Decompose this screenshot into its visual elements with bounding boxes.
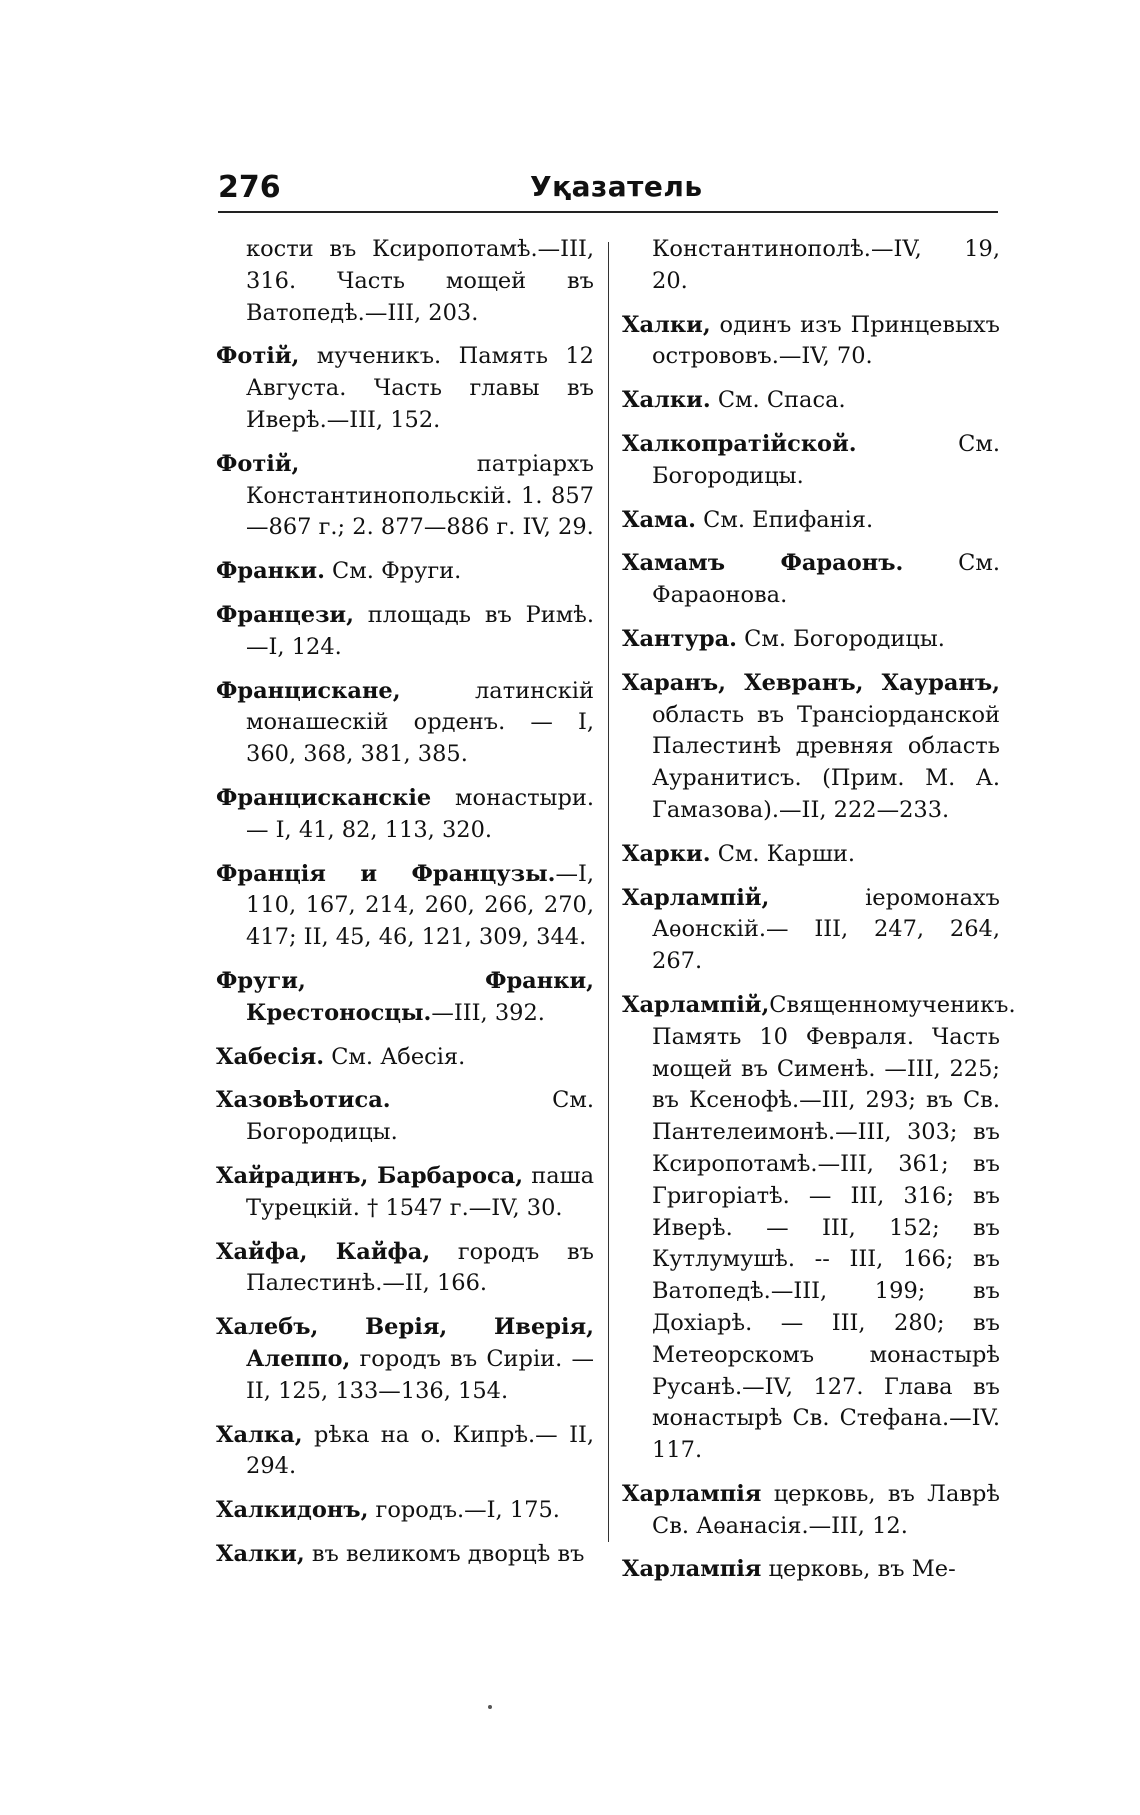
- index-entry: [622, 1554, 1000, 1586]
- index-entry: [216, 1161, 594, 1225]
- entry-text: рѣка на о. Кипрѣ.— II, 294.: [246, 1421, 594, 1480]
- index-columns: [216, 234, 1016, 1583]
- entry-headword: Фотій,: [216, 343, 300, 370]
- index-entry: [216, 1237, 594, 1301]
- entry-text: мученикъ. Память 12 Августа. Часть главы въ Иверѣ.—III, 152.: [246, 343, 594, 433]
- entry-headword: Харлампія: [622, 1480, 762, 1507]
- index-entry: [216, 1312, 594, 1407]
- entry-headword: Халебъ, Верія, Иверія, Алеппо,: [216, 1314, 594, 1372]
- entry-text: паша Турецкій. † 1547 г.—IV, 30.: [246, 1162, 594, 1221]
- entry-text: См. Фруги.: [324, 558, 462, 585]
- index-entry: [216, 676, 594, 771]
- entry-text: См. Богородицы.: [246, 1087, 594, 1146]
- entry-headword: Харлампій,: [622, 991, 770, 1018]
- entry-text: См. Карши.: [710, 840, 856, 867]
- index-entry: [216, 1420, 594, 1484]
- page-number: 276: [218, 170, 281, 205]
- index-entry: [216, 1042, 594, 1074]
- index-entry: [216, 556, 594, 588]
- entry-text: Константинополѣ.—IV, 19, 20.: [652, 236, 1000, 294]
- entry-headword: Халки,: [622, 311, 711, 338]
- entry-text: —I, 110, 167, 214, 260, 266, 270, 417; II, 45, 46, 121, 309, 344.: [246, 860, 594, 951]
- entry-headword: Францисканe,: [216, 677, 401, 704]
- entry-text: въ великомъ дворцѣ въ: [304, 1540, 585, 1567]
- entry-headword: Халкидонъ,: [216, 1497, 369, 1524]
- right-column: [622, 234, 1016, 1598]
- entry-text: церковь, въ Ме-: [761, 1556, 956, 1583]
- entry-text: площадь въ Римѣ. —I, 124.: [246, 601, 594, 660]
- index-entry: [216, 859, 594, 954]
- index-entry: [622, 310, 1000, 374]
- entry-text: См. Богородицы.: [737, 625, 945, 652]
- index-entry: [622, 505, 1000, 537]
- index-entry: [622, 548, 1000, 612]
- header-rule: [218, 211, 998, 213]
- entry-text: Священномученикъ. Память 10 Февраля. Часть мощей въ Сименѣ. —III, 225; въ Ксенофѣ.—III, 293; въ Св. Пантелеимонѣ.—III, 303; въ Ксиропотамѣ.—III, 361; въ Григоріатѣ. — III, 316; въ Иверѣ. — III, 152; въ Кутлумушѣ. -- III, 166; въ Ватопедѣ.—III, 199; въ Дохіарѣ. — III, 280; въ Метеорскомъ монастырѣ Русанѣ.—IV, 127. Глава въ монастырѣ Св. Стефана.—IV. 117.: [652, 991, 1016, 1464]
- page-header: [218, 168, 998, 216]
- index-entry: [216, 341, 594, 436]
- running-title: Уқазатель: [530, 170, 703, 203]
- entry-headword: Францисканскіе: [216, 784, 432, 811]
- entry-text: іеромонахъ Аѳонскій.— III, 247, 264, 267.: [652, 884, 1000, 975]
- entry-headword: Харлампій,: [622, 884, 770, 911]
- entry-text: —III, 392.: [431, 999, 545, 1026]
- entry-headword: Фруги, Франки, Крестоносцы.: [216, 967, 594, 1026]
- entry-headword: Харлампія: [622, 1556, 762, 1583]
- entry-text: монастыри.— I, 41, 82, 113, 320.: [246, 784, 594, 843]
- entry-text: См. Абесія.: [324, 1043, 466, 1070]
- entry-headword: Халкопратійской.: [622, 430, 857, 457]
- entry-headword: Харки.: [622, 840, 711, 867]
- entry-text: См. Богородицы.: [652, 430, 1000, 489]
- entry-headword: Франки.: [216, 558, 325, 585]
- index-entry: [622, 234, 1000, 298]
- index-entry: [216, 1539, 594, 1571]
- index-entry: [216, 1085, 594, 1149]
- entry-headword: Хазовѣотиса.: [216, 1087, 391, 1114]
- entry-headword: Харанъ, Хевранъ, Хауранъ,: [622, 669, 1000, 696]
- entry-text: кости въ Ксиропотамѣ.—III, 316. Часть мощей въ Ватопедѣ.—III, 203.: [246, 236, 594, 326]
- index-entry: [622, 385, 1000, 417]
- entry-text: городъ въ Сиріи. — II, 125, 133—136, 154.: [246, 1345, 594, 1404]
- entry-text: См. Фараонова.: [652, 550, 1000, 609]
- index-entry: [216, 783, 594, 847]
- entry-text: См. Спаса.: [710, 387, 846, 414]
- page-mark-dot: [488, 1705, 492, 1709]
- entry-text: городъ.—I, 175.: [368, 1497, 560, 1524]
- index-entry: [622, 883, 1000, 978]
- entry-headword: Халки.: [622, 387, 711, 414]
- entry-text: См. Епифанія.: [696, 506, 874, 533]
- column-divider: [608, 242, 609, 1542]
- entry-text: одинъ изъ Принцевыхъ острововъ.—IV, 70.: [652, 311, 1000, 370]
- entry-headword: Хантура.: [622, 625, 737, 652]
- index-entry: [622, 668, 1000, 827]
- entry-headword: Халка,: [216, 1421, 303, 1448]
- entry-headword: Хама.: [622, 506, 696, 533]
- entry-text: церковь, въ Лаврѣ Св. Аѳанасія.—III, 12.: [652, 1480, 1000, 1539]
- entry-text: патріархъ Константинопольскій. 1. 857—867 г.; 2. 877—886 г. IV, 29.: [246, 450, 594, 541]
- entry-headword: Хайфа, Кайфа,: [216, 1238, 431, 1265]
- index-entry: [216, 1495, 594, 1527]
- index-entry: [622, 429, 1000, 493]
- left-column: [216, 234, 594, 1583]
- entry-text: городъ въ Палестинѣ.—II, 166.: [246, 1238, 594, 1297]
- index-entry: [216, 966, 594, 1030]
- entry-headword: Фотій,: [216, 450, 300, 477]
- index-entry: [622, 624, 1000, 656]
- entry-headword: Халки,: [216, 1540, 305, 1567]
- index-entry: [622, 839, 1000, 871]
- entry-headword: Хабесія.: [216, 1043, 325, 1070]
- entry-text: область въ Трансіорданской Палестинѣ древняя область Ауранитисъ. (Прим. М. А. Гамазова).—II, 222—233.: [652, 701, 1000, 823]
- entry-text: латинскій монашескій орденъ. — I, 360, 368, 381, 385.: [246, 677, 594, 768]
- index-entry: [216, 600, 594, 664]
- index-entry: [216, 234, 594, 329]
- index-entry: [216, 449, 594, 544]
- entry-headword: Хамамъ Фараонъ.: [622, 550, 904, 577]
- entry-headword: Хайрадинъ, Барбароса,: [216, 1162, 524, 1189]
- entry-headword: Франція и Французы.: [216, 860, 556, 887]
- entry-headword: Францези,: [216, 601, 354, 628]
- index-entry: [622, 1479, 1000, 1543]
- index-entry: [622, 990, 1016, 1467]
